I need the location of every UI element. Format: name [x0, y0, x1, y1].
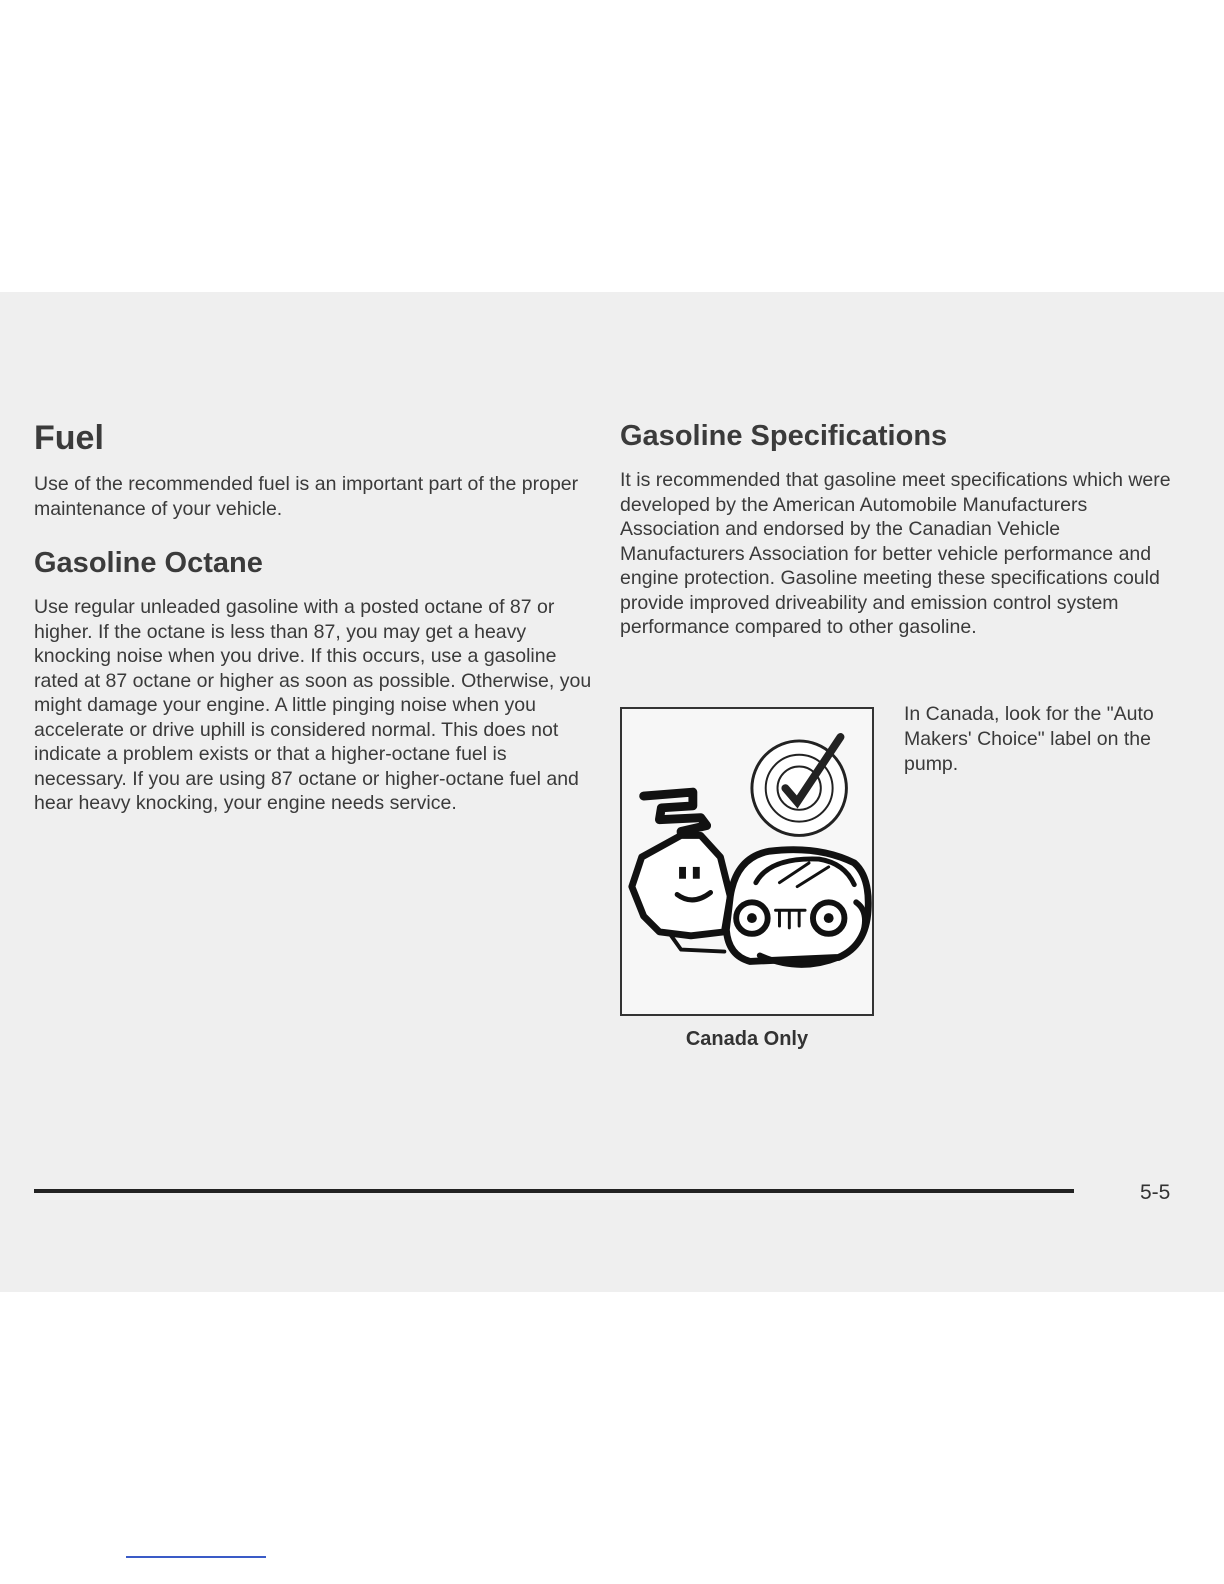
- page-number: 5-5: [1140, 1181, 1171, 1204]
- figure-caption: Canada Only: [685, 1028, 809, 1050]
- gasoline-octane-paragraph: Use regular unleaded gasoline with a posted octane of 87 or higher. If the octane is less than 87, you may get a heavy knocking noise when you drive. If this occurs, use a gasoline rated at 87 octane or higher as soon as possible. Otherwise, you might damage your engine. A little pinging noise when you accelerate or drive uphill is considered normal. This does not indicate a problem exists or that a higher-octane fuel is necessary. If you are using 87 octane or higher-octane fuel and hear heavy knocking, your engine needs service.: [34, 596, 592, 814]
- gasoline-specifications-heading: Gasoline Specifications: [620, 420, 948, 452]
- left-column: [34, 418, 594, 816]
- smiling-car-figure: [726, 850, 868, 965]
- right-column: [620, 418, 1180, 640]
- footer-rule: [34, 1189, 1074, 1193]
- auto-makers-choice-illustration: [620, 707, 874, 1016]
- gasoline-octane-heading: Gasoline Octane: [34, 547, 263, 579]
- canada-label-note: In Canada, look for the "Auto Makers' Choice" label on the pump.: [904, 703, 1154, 775]
- fuel-intro-paragraph: Use of the recommended fuel is an important part of the proper maintenance of your vehicle.: [34, 473, 579, 520]
- gasoline-specifications-paragraph: It is recommended that gasoline meet specifications which were developed by the American Automobile Manufacturers Association and endorsed by the Canadian Vehicle Manufacturers Association for better vehicle performance and engine protection. Gasoline meeting these specifications could provide improved driveability and emission control system performance compared to other gasoline.: [620, 469, 1171, 638]
- fuel-pump-figure: [632, 792, 730, 951]
- fuel-heading: Fuel: [34, 419, 104, 457]
- fuel-pump-car-icon: [622, 709, 872, 1014]
- footer-link-underline: [126, 1556, 266, 1558]
- auto-makers-choice-badge: [752, 737, 846, 835]
